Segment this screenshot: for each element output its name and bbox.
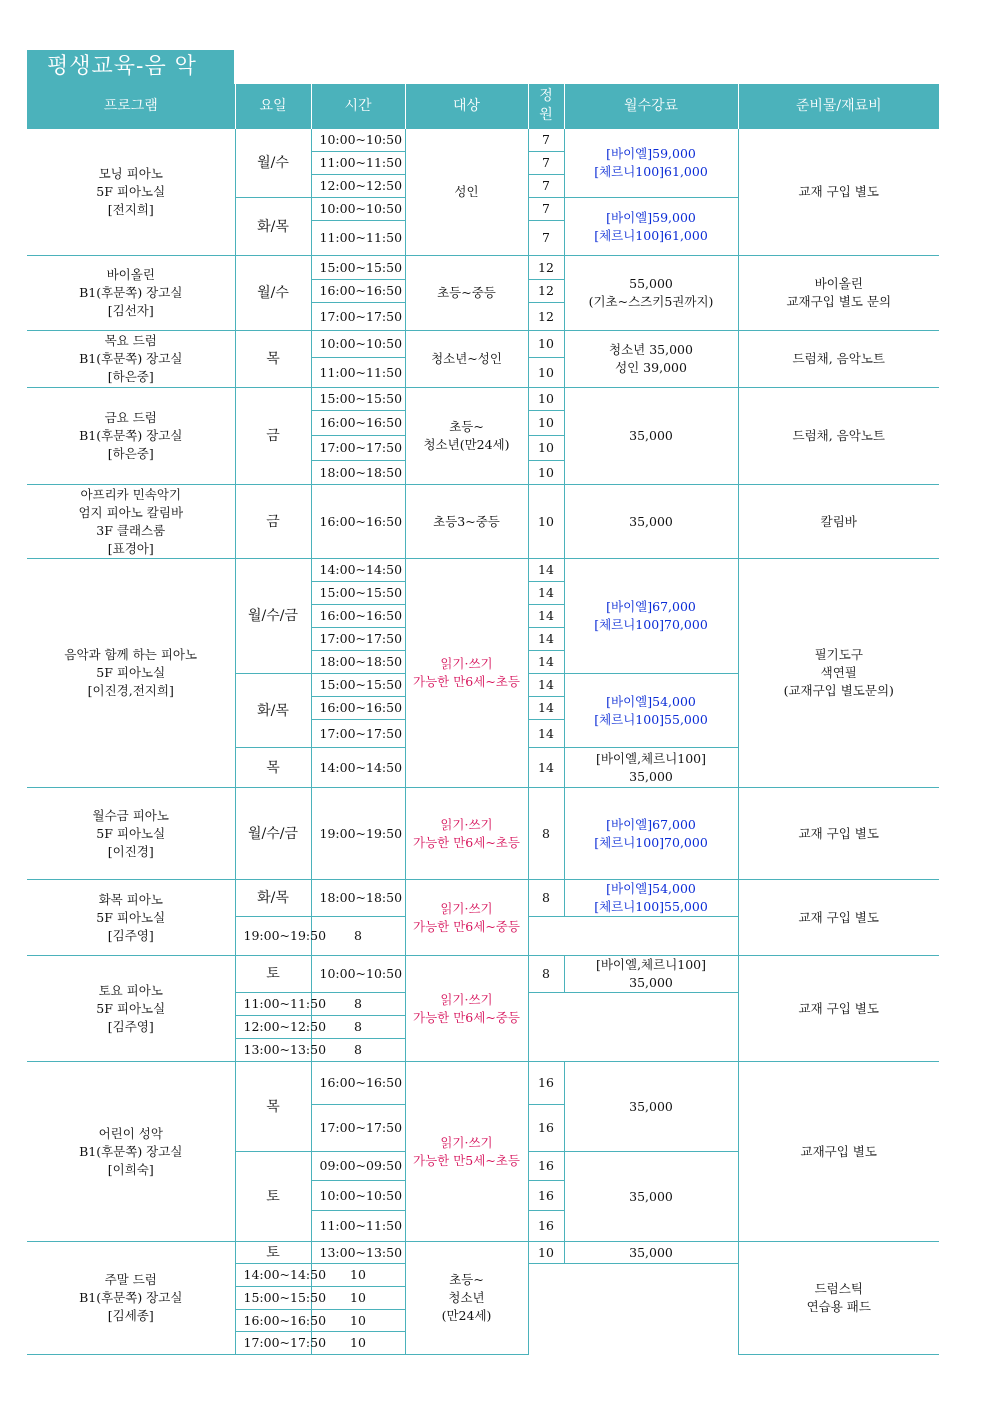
time-cell: 12:00~12:50	[235, 1016, 311, 1039]
time-cell: 15:00~15:50	[311, 256, 405, 280]
target-line: 초등3~중등	[433, 513, 500, 529]
day-cell: 화/목	[235, 198, 311, 256]
capacity-cell: 14	[528, 605, 564, 628]
target-cell	[405, 956, 528, 1062]
day-cell: 토	[235, 1152, 311, 1242]
table-row	[27, 1242, 939, 1264]
capacity-cell: 10	[311, 1287, 405, 1310]
capacity-cell: 14	[528, 720, 564, 748]
capacity-cell: 10	[528, 485, 564, 559]
table-row	[27, 256, 939, 280]
program-line: [하은중]	[107, 446, 154, 461]
time-cell: 14:00~14:50	[311, 748, 405, 788]
day-cell: 토	[235, 1242, 311, 1264]
materials-cell	[738, 331, 939, 388]
time-cell: 17:00~17:50	[311, 628, 405, 651]
target-line: 초등~	[449, 419, 484, 434]
program-line: [김주영]	[107, 1018, 154, 1034]
day-cell: 월/수/금	[235, 559, 311, 674]
capacity-cell: 7	[528, 175, 564, 198]
program-cell	[27, 388, 235, 485]
fee-cell	[564, 485, 738, 559]
program-line: [표경아]	[107, 540, 154, 556]
target-cell	[405, 1242, 528, 1355]
day-cell: 토	[235, 956, 311, 993]
target-line: 가능한 만6세~초등	[413, 674, 520, 689]
table-row	[27, 880, 939, 917]
fee-cell	[564, 559, 738, 674]
program-line: [김세종]	[107, 1308, 154, 1323]
target-line: 청소년	[448, 1290, 485, 1305]
table-row	[27, 331, 939, 358]
time-cell: 16:00~16:50	[311, 411, 405, 436]
time-cell: 11:00~11:50	[311, 358, 405, 388]
table-row	[27, 956, 939, 993]
fee-line: 35,000	[629, 1098, 673, 1114]
fee-line: [체르니100]61,000	[594, 164, 708, 179]
time-cell: 17:00~17:50	[311, 436, 405, 461]
program-line: 5F 피아노실	[96, 665, 166, 680]
target-line: 읽기·쓰기	[440, 656, 493, 671]
program-line: [이진경,전지희]	[87, 683, 174, 698]
time-cell: 13:00~13:50	[311, 1242, 405, 1264]
target-cell	[405, 331, 528, 388]
time-cell: 11:00~11:50	[235, 993, 311, 1016]
program-line: B1(후문쪽) 장고실	[79, 285, 183, 300]
target-cell	[405, 1062, 528, 1242]
capacity-cell: 7	[528, 198, 564, 221]
program-line: 토요 피아노	[98, 982, 163, 998]
time-cell: 16:00~16:50	[311, 605, 405, 628]
fee-line: 성인 39,000	[615, 360, 687, 375]
time-cell: 16:00~16:50	[311, 485, 405, 559]
day-cell: 목	[235, 1062, 311, 1152]
target-cell	[405, 788, 528, 880]
time-cell: 16:00~16:50	[311, 280, 405, 303]
materials-cell	[738, 880, 939, 956]
capacity-cell: 10	[528, 1242, 564, 1264]
time-cell: 11:00~11:50	[311, 221, 405, 256]
fee-cell	[564, 331, 738, 388]
target-cell	[405, 256, 528, 331]
target-line: 성인	[454, 184, 479, 199]
target-line: (만24세)	[441, 1308, 492, 1323]
target-line: 청소년(만24세)	[423, 437, 510, 452]
capacity-cell: 14	[528, 628, 564, 651]
materials-line: 칼림바	[820, 513, 857, 529]
fee-line: [바이엘,체르니100]	[595, 957, 707, 972]
program-cell	[27, 559, 235, 788]
header-program: 프로그램	[27, 84, 235, 129]
time-cell: 09:00~09:50	[311, 1152, 405, 1181]
time-cell: 15:00~15:50	[311, 582, 405, 605]
capacity-cell: 14	[528, 748, 564, 788]
day-cell: 월/수/금	[235, 788, 311, 880]
header-row	[27, 84, 939, 129]
day-cell: 목	[235, 748, 311, 788]
materials-line: (교재구입 별도문의)	[783, 683, 894, 698]
fee-cell	[564, 748, 738, 788]
capacity-cell: 16	[528, 1105, 564, 1152]
program-line: [하은중]	[107, 369, 154, 384]
capacity-cell: 10	[311, 1332, 405, 1355]
program-line: B1(후문쪽) 장고실	[79, 1143, 183, 1159]
time-cell: 15:00~15:50	[311, 388, 405, 411]
program-line: 바이올린	[106, 267, 155, 282]
capacity-cell: 7	[528, 129, 564, 152]
materials-cell	[738, 1062, 939, 1242]
fee-line: 35,000	[629, 1244, 673, 1260]
program-cell	[27, 256, 235, 331]
program-line: B1(후문쪽) 장고실	[79, 428, 183, 443]
program-line: 주말 드럼	[104, 1272, 157, 1287]
header-materials: 준비물/재료비	[738, 84, 939, 129]
materials-cell	[738, 788, 939, 880]
capacity-cell: 10	[528, 436, 564, 461]
fee-cell	[564, 1242, 738, 1264]
fee-cell	[564, 129, 738, 198]
time-cell: 11:00~11:50	[311, 152, 405, 175]
table-row	[27, 559, 939, 582]
program-cell	[27, 1242, 235, 1355]
program-line: 5F 피아노실	[96, 909, 166, 925]
fee-line: [체르니100]55,000	[594, 899, 708, 914]
program-line: 5F 피아노실	[96, 825, 166, 841]
target-cell	[405, 559, 528, 788]
day-cell: 월/수	[235, 129, 311, 198]
table-row	[27, 1062, 939, 1105]
program-line: B1(후문쪽) 장고실	[79, 351, 183, 366]
target-cell	[405, 388, 528, 485]
fee-line: [체르니100]55,000	[594, 711, 708, 727]
fee-cell	[564, 674, 738, 748]
time-cell: 10:00~10:50	[311, 1181, 405, 1211]
target-line: 초등~	[449, 1272, 484, 1287]
capacity-cell: 16	[528, 1062, 564, 1105]
materials-cell	[738, 129, 939, 256]
materials-cell	[738, 256, 939, 331]
time-cell: 10:00~10:50	[311, 956, 405, 993]
time-cell: 13:00~13:50	[235, 1039, 311, 1062]
materials-line: 드럼채, 음악노트	[792, 428, 885, 443]
program-line: 5F 피아노실	[96, 1000, 166, 1016]
day-cell: 화/목	[235, 674, 311, 748]
materials-line: 교재구입 별도 문의	[786, 294, 892, 309]
fee-line: [바이엘]54,000	[606, 881, 696, 896]
program-line: 엄지 피아노 칼림바	[78, 504, 184, 520]
header-fee: 월수강료	[564, 84, 738, 129]
materials-line: 드럼채, 음악노트	[792, 351, 885, 366]
header-capacity	[528, 84, 564, 129]
materials-line: 드럼스틱	[814, 1281, 863, 1296]
target-cell	[405, 880, 528, 956]
fee-line: 55,000	[629, 276, 673, 291]
program-line: 3F 클래스룸	[96, 522, 166, 538]
fee-cell	[564, 788, 738, 880]
fee-line: [체르니100]61,000	[594, 227, 708, 243]
target-line: 읽기·쓰기	[440, 816, 493, 832]
capacity-cell: 8	[311, 1016, 405, 1039]
table-row	[27, 388, 939, 411]
fee-cell	[564, 198, 738, 256]
table-row	[27, 129, 939, 152]
capacity-cell: 12	[528, 256, 564, 280]
materials-line: 교재 구입 별도	[798, 909, 879, 925]
capacity-cell: 8	[528, 880, 564, 917]
target-line: 청소년~성인	[431, 351, 502, 366]
fee-line: [바이엘,체르니100]	[595, 750, 707, 766]
program-line: 어린이 성악	[98, 1125, 163, 1141]
fee-line: 35,000	[629, 768, 673, 784]
capacity-cell: 10	[528, 411, 564, 436]
fee-line: 35,000	[629, 428, 673, 443]
program-cell	[27, 1062, 235, 1242]
day-cell: 금	[235, 485, 311, 559]
fee-line: (기초~스즈키5권까지)	[588, 294, 714, 309]
time-cell: 10:00~10:50	[311, 198, 405, 221]
header-target: 대상	[405, 84, 528, 129]
time-cell: 17:00~17:50	[311, 303, 405, 331]
capacity-cell: 8	[311, 993, 405, 1016]
time-cell: 16:00~16:50	[235, 1310, 311, 1332]
target-line: 가능한 만5세~초등	[413, 1152, 520, 1168]
capacity-cell: 7	[528, 221, 564, 256]
fee-line: [체르니100]70,000	[594, 834, 708, 850]
fee-line: [바이엘]54,000	[606, 693, 696, 709]
materials-line: 연습용 패드	[806, 1299, 871, 1314]
fee-cell	[564, 880, 738, 917]
target-line: 읽기·쓰기	[440, 991, 493, 1007]
time-cell: 10:00~10:50	[311, 331, 405, 358]
materials-line: 필기도구	[814, 647, 863, 662]
capacity-cell: 10	[311, 1264, 405, 1287]
target-cell	[405, 485, 528, 559]
capacity-cell: 16	[528, 1152, 564, 1181]
time-cell: 15:00~15:50	[235, 1287, 311, 1310]
time-cell: 16:00~16:50	[311, 697, 405, 720]
capacity-cell: 12	[528, 303, 564, 331]
fee-cell	[564, 256, 738, 331]
fee-line: [바이엘]67,000	[606, 816, 696, 832]
target-line: 가능한 만6세~중등	[413, 918, 520, 934]
capacity-cell: 8	[311, 917, 405, 956]
schedule-body	[27, 129, 939, 1355]
program-cell	[27, 788, 235, 880]
fee-cell	[564, 1152, 738, 1242]
target-cell	[405, 129, 528, 256]
time-cell: 18:00~18:50	[311, 651, 405, 674]
materials-cell	[738, 485, 939, 559]
materials-line: 색연필	[820, 665, 857, 680]
fee-line: [바이엘]59,000	[606, 146, 696, 161]
capacity-cell: 14	[528, 559, 564, 582]
materials-cell	[738, 956, 939, 1062]
capacity-cell: 7	[528, 152, 564, 175]
materials-line: 교재 구입 별도	[798, 1000, 879, 1016]
materials-line: 교재 구입 별도	[798, 825, 879, 841]
program-line: [이진경]	[107, 843, 154, 859]
materials-cell	[738, 1242, 939, 1355]
time-cell: 14:00~14:50	[311, 559, 405, 582]
capacity-cell: 8	[528, 788, 564, 880]
time-cell: 17:00~17:50	[311, 1105, 405, 1152]
target-line: 읽기·쓰기	[440, 900, 493, 916]
fee-line: 35,000	[629, 975, 673, 990]
time-cell: 14:00~14:50	[235, 1264, 311, 1287]
day-cell: 목	[235, 331, 311, 388]
capacity-cell: 16	[528, 1181, 564, 1211]
time-cell: 10:00~10:50	[311, 129, 405, 152]
capacity-cell: 10	[528, 388, 564, 411]
fee-line: [바이엘]67,000	[606, 599, 696, 614]
program-cell	[27, 129, 235, 256]
fee-line: 35,000	[629, 513, 673, 529]
capacity-cell: 8	[528, 956, 564, 993]
time-cell: 18:00~18:50	[311, 880, 405, 917]
materials-line: 교재 구입 별도	[798, 184, 879, 199]
header-time: 시간	[311, 84, 405, 129]
time-cell: 19:00~19:50	[311, 788, 405, 880]
time-cell: 17:00~17:50	[311, 720, 405, 748]
program-cell	[27, 880, 235, 956]
capacity-cell: 14	[528, 651, 564, 674]
page-title: 평생교육-음 악	[27, 50, 234, 84]
table-row	[27, 788, 939, 880]
program-line: [김주영]	[107, 927, 154, 943]
target-line: 초등~중등	[437, 285, 496, 300]
program-line: B1(후문쪽) 장고실	[79, 1290, 183, 1305]
time-cell: 18:00~18:50	[311, 461, 405, 485]
fee-line: [바이엘]59,000	[606, 209, 696, 225]
program-line: 금요 드럼	[104, 410, 157, 425]
fee-line: 35,000	[629, 1188, 673, 1204]
program-line: 아프리카 민속악기	[80, 486, 182, 502]
capacity-cell: 10	[528, 358, 564, 388]
fee-line: [체르니100]70,000	[594, 617, 708, 632]
fee-line: 청소년 35,000	[609, 342, 693, 357]
materials-cell	[738, 388, 939, 485]
header-capacity-line: 정	[539, 88, 553, 104]
capacity-cell: 14	[528, 697, 564, 720]
day-cell: 월/수	[235, 256, 311, 331]
table-row	[27, 485, 939, 559]
day-cell: 화/목	[235, 880, 311, 917]
materials-cell	[738, 559, 939, 788]
program-line: 5F 피아노실	[96, 184, 166, 199]
capacity-cell: 8	[311, 1039, 405, 1062]
schedule-table	[27, 84, 939, 1355]
fee-cell	[564, 956, 738, 993]
time-cell: 16:00~16:50	[311, 1062, 405, 1105]
program-line: 월수금 피아노	[92, 807, 169, 823]
materials-line: 바이올린	[814, 276, 863, 291]
header-capacity-line: 원	[539, 107, 553, 123]
program-cell	[27, 331, 235, 388]
program-cell	[27, 956, 235, 1062]
program-line: 화목 피아노	[98, 891, 163, 907]
program-line: [전지희]	[107, 202, 154, 217]
time-cell: 19:00~19:50	[235, 917, 311, 956]
fee-cell	[564, 388, 738, 485]
program-line: 음악과 함께 하는 피아노	[64, 647, 198, 662]
capacity-cell: 10	[528, 461, 564, 485]
capacity-cell: 14	[528, 674, 564, 697]
time-cell: 15:00~15:50	[311, 674, 405, 697]
time-cell: 12:00~12:50	[311, 175, 405, 198]
time-cell: 11:00~11:50	[311, 1211, 405, 1242]
program-line: 목요 드럼	[104, 333, 157, 348]
capacity-cell: 10	[528, 331, 564, 358]
materials-line: 교재구입 별도	[800, 1143, 877, 1159]
capacity-cell: 10	[311, 1310, 405, 1332]
time-cell: 17:00~17:50	[235, 1332, 311, 1355]
day-cell: 금	[235, 388, 311, 485]
program-line: [김선자]	[107, 303, 154, 318]
fee-cell	[564, 1062, 738, 1152]
program-cell	[27, 485, 235, 559]
target-line: 가능한 만6세~중등	[413, 1009, 520, 1025]
capacity-cell: 12	[528, 280, 564, 303]
header-day: 요일	[235, 84, 311, 129]
capacity-cell: 14	[528, 582, 564, 605]
program-line: 모닝 피아노	[98, 166, 163, 181]
target-line: 가능한 만6세~초등	[413, 834, 520, 850]
capacity-cell: 16	[528, 1211, 564, 1242]
program-line: [이희숙]	[107, 1161, 154, 1177]
target-line: 읽기·쓰기	[440, 1134, 493, 1150]
